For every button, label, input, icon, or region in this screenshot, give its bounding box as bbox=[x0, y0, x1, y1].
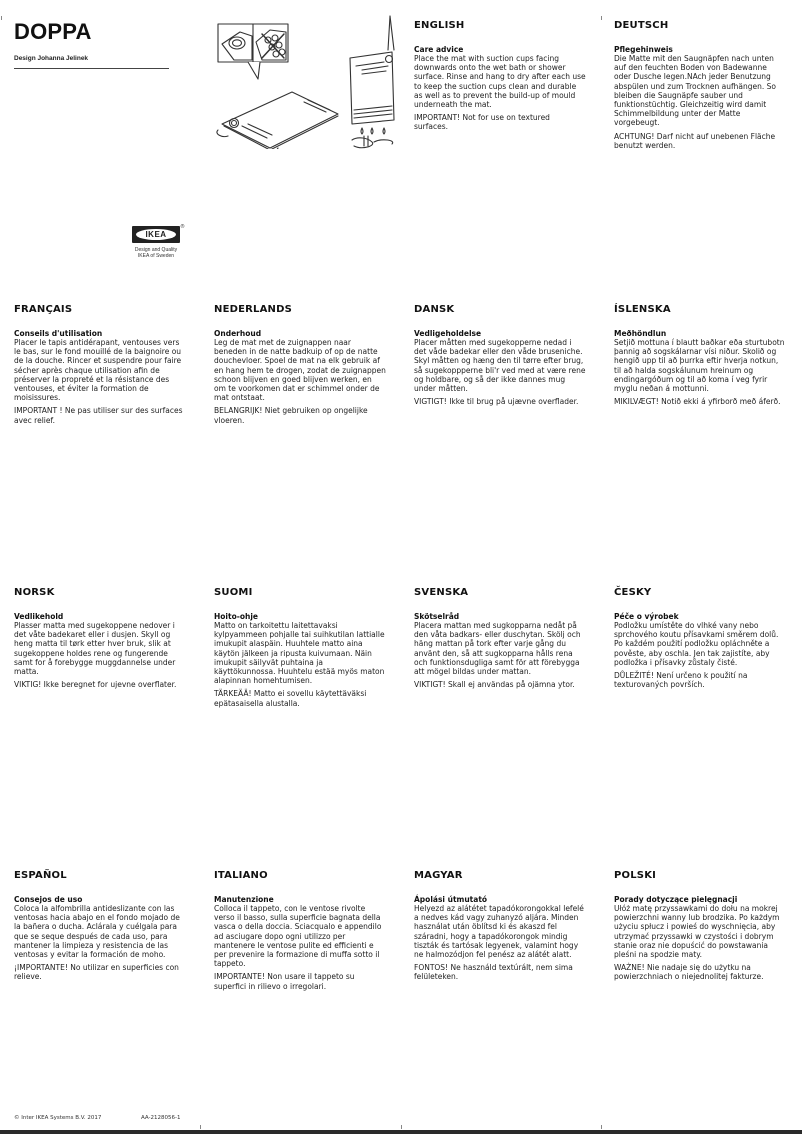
section-body: Helyezd az alátétet tapadókorongokkal lefelé a nedves kád vagy zuhanyzó aljára. Minden használat után öblítsd ki és akaszd fel száradni, hogy a tapadókorongok mindig tiszták és tartósak legyenek, valamint hogy ne halmozódjon fel penész az alátét alatt. bbox=[414, 904, 584, 960]
section-body: Place the mat with suction cups facing downwards onto the wet bath or shower surface. Rinse and hang to dry after each use to keep the suction cups clean and durable as well as to prevent the build-up of mould underneath the mat. bbox=[414, 54, 586, 110]
language-heading: FRANÇAIS bbox=[14, 304, 73, 315]
section-warning: VIKTIGT! Skall ej användas på ojämna ytor. bbox=[414, 680, 575, 690]
section-body: Die Matte mit den Saugnäpfen nach unten auf den feuchten Boden von Badewanne oder Dusche legen.NAch jeder Benutzung abspülen und zum Trocknen aufhängen. So bleiben die Saugnäpfe sauber und funktionstüchtig. Gleichzeitig wird damit Schimmelbildung unter der Matte vorgebeugt. bbox=[614, 54, 776, 128]
section-warning: VIKTIG! Ikke beregnet for ujevne overflater. bbox=[14, 680, 177, 690]
section-warning: IMPORTANT! Not for use on textured surfaces. bbox=[414, 113, 550, 132]
section-subtitle: Onderhoud bbox=[214, 329, 262, 338]
designer-credit: Design Johanna Jelinek bbox=[14, 55, 89, 62]
header-divider bbox=[14, 68, 169, 69]
page-bottom-edge bbox=[0, 1130, 802, 1134]
ikea-wordmark: IKEA bbox=[145, 230, 167, 239]
fold-mark bbox=[200, 1125, 201, 1129]
language-heading: NEDERLANDS bbox=[214, 304, 293, 315]
section-body: Leg de mat met de zuignappen naar beneden in de natte badkuip of op de natte douchevloer. Spoel de mat na elk gebruik af en hang hem te drogen, zodat de zuignappen schoon blijven en goed blijven werken, en om te voorkomen dat er schimmel onder de mat ontstaat. bbox=[214, 338, 386, 403]
section-deutsch bbox=[614, 19, 786, 150]
section-body: Placer måtten med sugekopperne nedad i det våde badekar eller den våde bruseniche. Skyl måtten og hæng den til tørre efter brug, så sugekoppperne bli'r ved med at være rene og holdbare, og så der ikke dannes mug under måtten. bbox=[414, 338, 586, 394]
section-body: Matto on tarkoitettu laitettavaksi kylpyammeen pohjalle tai suihkutilan lattialle imukupit alaspäin. Huuhtele matto aina käytön jälkeen ja ripusta kuivumaan. Näin imukupit säilyvät puhtaina ja käyttökunnossa. Huuhtelu estää myös maton alapinnan homehtumisen. bbox=[214, 621, 385, 686]
section-nederlands bbox=[214, 303, 386, 425]
section-subtitle: Vedlikehold bbox=[14, 612, 64, 621]
suction-cup-callout-icon bbox=[218, 24, 288, 79]
section-warning: IMPORTANT ! Ne pas utiliser sur des surfaces avec relief. bbox=[14, 406, 183, 425]
language-heading: ITALIANO bbox=[214, 870, 268, 881]
section-english bbox=[414, 19, 586, 132]
section-italiano bbox=[214, 869, 386, 991]
fold-mark bbox=[401, 1125, 402, 1129]
section-polski bbox=[614, 869, 786, 982]
section-svenska bbox=[414, 586, 586, 689]
product-name: DOPPA bbox=[14, 19, 92, 44]
language-heading: SVENSKA bbox=[414, 587, 469, 598]
section-subtitle: Péče o výrobek bbox=[614, 612, 679, 621]
language-heading: SUOMI bbox=[214, 587, 253, 598]
document-code: AA-2128056-1 bbox=[141, 1115, 181, 1121]
section-body: Placer le tapis antidérapant, ventouses vers le bas, sur le fond mouillé de la baignoire ou de la douche. Rincer et suspendre pour faire sécher après chaque utilisation afin de préserver la propreté et la résistance des ventouses, et éviter la formation de moisissures. bbox=[14, 338, 182, 403]
fold-mark bbox=[1, 16, 2, 20]
section-subtitle: Hoito-ohje bbox=[214, 612, 259, 621]
language-heading: ESPAÑOL bbox=[14, 870, 67, 881]
fold-mark bbox=[601, 16, 602, 20]
section-body: Setjið mottuna í blautt baðkar eða sturtubotn þannig að sogskálarnar vísi niður. Skolið og hengið upp til að þurrka eftir hverja notkun, til að halda sogskálunum hreinum og endingargóðum og til að koma í veg fyrir myglu neðan á mottunni. bbox=[614, 338, 785, 394]
section-norsk bbox=[14, 586, 186, 689]
section-warning: DŮLEŽITÉ! Není určeno k použití na texturovaných površích. bbox=[614, 671, 748, 690]
logo-caption-line2: IKEA of Sweden bbox=[137, 253, 175, 259]
section-dansk bbox=[414, 303, 586, 406]
section-warning: TÄRKEÄÄ! Matto ei sovellu käytettäväksi epätasaisella alustalla. bbox=[214, 689, 367, 708]
section-warning: VIGTIGT! Ikke til brug på ujævne overflader. bbox=[414, 397, 579, 407]
logo-caption-line1: Design and Quality bbox=[134, 247, 178, 253]
language-heading: NORSK bbox=[14, 587, 55, 598]
section-espanol bbox=[14, 869, 186, 982]
section-subtitle: Porady dotyczące pielęgnacji bbox=[614, 895, 738, 904]
fold-mark bbox=[601, 1125, 602, 1129]
section-body: Plasser matta med sugekoppene nedover i det våte badekaret eller i dusjen. Skyll og heng matta til tørk etter hver bruk, slik at sugekoppene holdes rene og fungerende samt for å forebygge muggdannelse under matta. bbox=[14, 621, 176, 677]
mat-on-floor-icon bbox=[217, 92, 338, 149]
ikea-logo bbox=[132, 226, 180, 243]
mat-care-illustration bbox=[212, 14, 402, 149]
logo-caption bbox=[124, 247, 188, 259]
section-magyar bbox=[414, 869, 586, 982]
language-heading: ÍSLENSKA bbox=[614, 304, 671, 315]
section-suomi bbox=[214, 586, 386, 708]
section-warning: FONTOS! Ne használd textúrált, nem sima felületeken. bbox=[414, 963, 573, 982]
section-subtitle: Manutenzione bbox=[214, 895, 274, 904]
section-subtitle: Care advice bbox=[414, 45, 464, 54]
section-cesky bbox=[614, 586, 786, 689]
section-subtitle: Vedligeholdelse bbox=[414, 329, 482, 338]
section-warning: BELANGRIJK! Niet gebruiken op ongelijke vloeren. bbox=[214, 406, 368, 425]
hanging-mat-icon bbox=[350, 16, 394, 148]
language-heading: ČESKY bbox=[614, 587, 652, 598]
language-heading: POLSKI bbox=[614, 870, 657, 881]
section-warning: IMPORTANTE! Non usare il tappeto su superfici in rilievo o irregolari. bbox=[214, 972, 355, 991]
section-body: Colloca il tappeto, con le ventose rivolte verso il basso, sulla superficie bagnata della vasca o della doccia. Sciacqualo e appendilo ad asciugare dopo ogni utilizzo per mantenere le ventose pulite ed efficienti e per prevenire la formazione di muffa sotto il tappeto. bbox=[214, 904, 382, 969]
section-body: Podložku umístěte do vlhké vany nebo sprchového koutu přísavkami směrem dolů. Po každém použití podložku opláchněte a pověste, aby oschla. Jen tak zajistíte, aby podložka i přísavky zůstaly čisté. bbox=[614, 621, 779, 667]
section-warning: ¡IMPORTANTE! No utilizar en superficies con relieve. bbox=[14, 963, 179, 982]
section-subtitle: Conseils d'utilisation bbox=[14, 329, 103, 338]
language-heading: MAGYAR bbox=[414, 870, 463, 881]
language-heading: ENGLISH bbox=[414, 20, 465, 31]
section-warning: MIKILVÆGT! Notið ekki á yfirborð með áferð. bbox=[614, 397, 781, 407]
section-warning: WAŻNE! Nie nadaje się do użytku na powierzchniach o niejednolitej fakturze. bbox=[614, 963, 764, 982]
section-islenska bbox=[614, 303, 786, 406]
section-francais bbox=[14, 303, 186, 425]
section-body: Ułóż matę przyssawkami do dołu na mokrej powierzchni wanny lub brodzika. Po każdym użyciu spłucz i powieś do wyschnięcia, aby utrzymać przyssawki w czystości i dobrym stanie oraz nie dopuścić do powstawania pleśni na spodzie maty. bbox=[614, 904, 780, 960]
section-subtitle: Consejos de uso bbox=[14, 895, 83, 904]
language-heading: DANSK bbox=[414, 304, 455, 315]
registered-mark-icon: ® bbox=[180, 224, 185, 230]
language-heading: DEUTSCH bbox=[614, 20, 669, 31]
section-subtitle: Meðhöndlun bbox=[614, 329, 667, 338]
section-body: Placera mattan med sugkopparna nedåt på den våta badkars- eller duschytan. Skölj och häng mattan på tork efter varje gång du använt den, så att sugkopparna hålls rena och funktionsdugliga samt för att förebygga att mögel bildas under mattan. bbox=[414, 621, 581, 677]
copyright-notice: © Inter IKEA Systems B.V. 2017 bbox=[14, 1115, 102, 1121]
section-subtitle: Skötselråd bbox=[414, 612, 460, 621]
section-warning: ACHTUNG! Darf nicht auf unebenen Fläche benutzt werden. bbox=[614, 131, 776, 150]
section-subtitle: Ápolási útmutató bbox=[414, 895, 488, 904]
section-body: Coloca la alfombrilla antideslizante con las ventosas hacia abajo en el fondo mojado de la bañera o ducha. Aclárala y cuélgala para que se seque después de cada uso, para mantener la limpieza y resistencia de las ventosas y evitar la formación de moho. bbox=[14, 904, 180, 960]
section-subtitle: Pflegehinweis bbox=[614, 45, 673, 54]
